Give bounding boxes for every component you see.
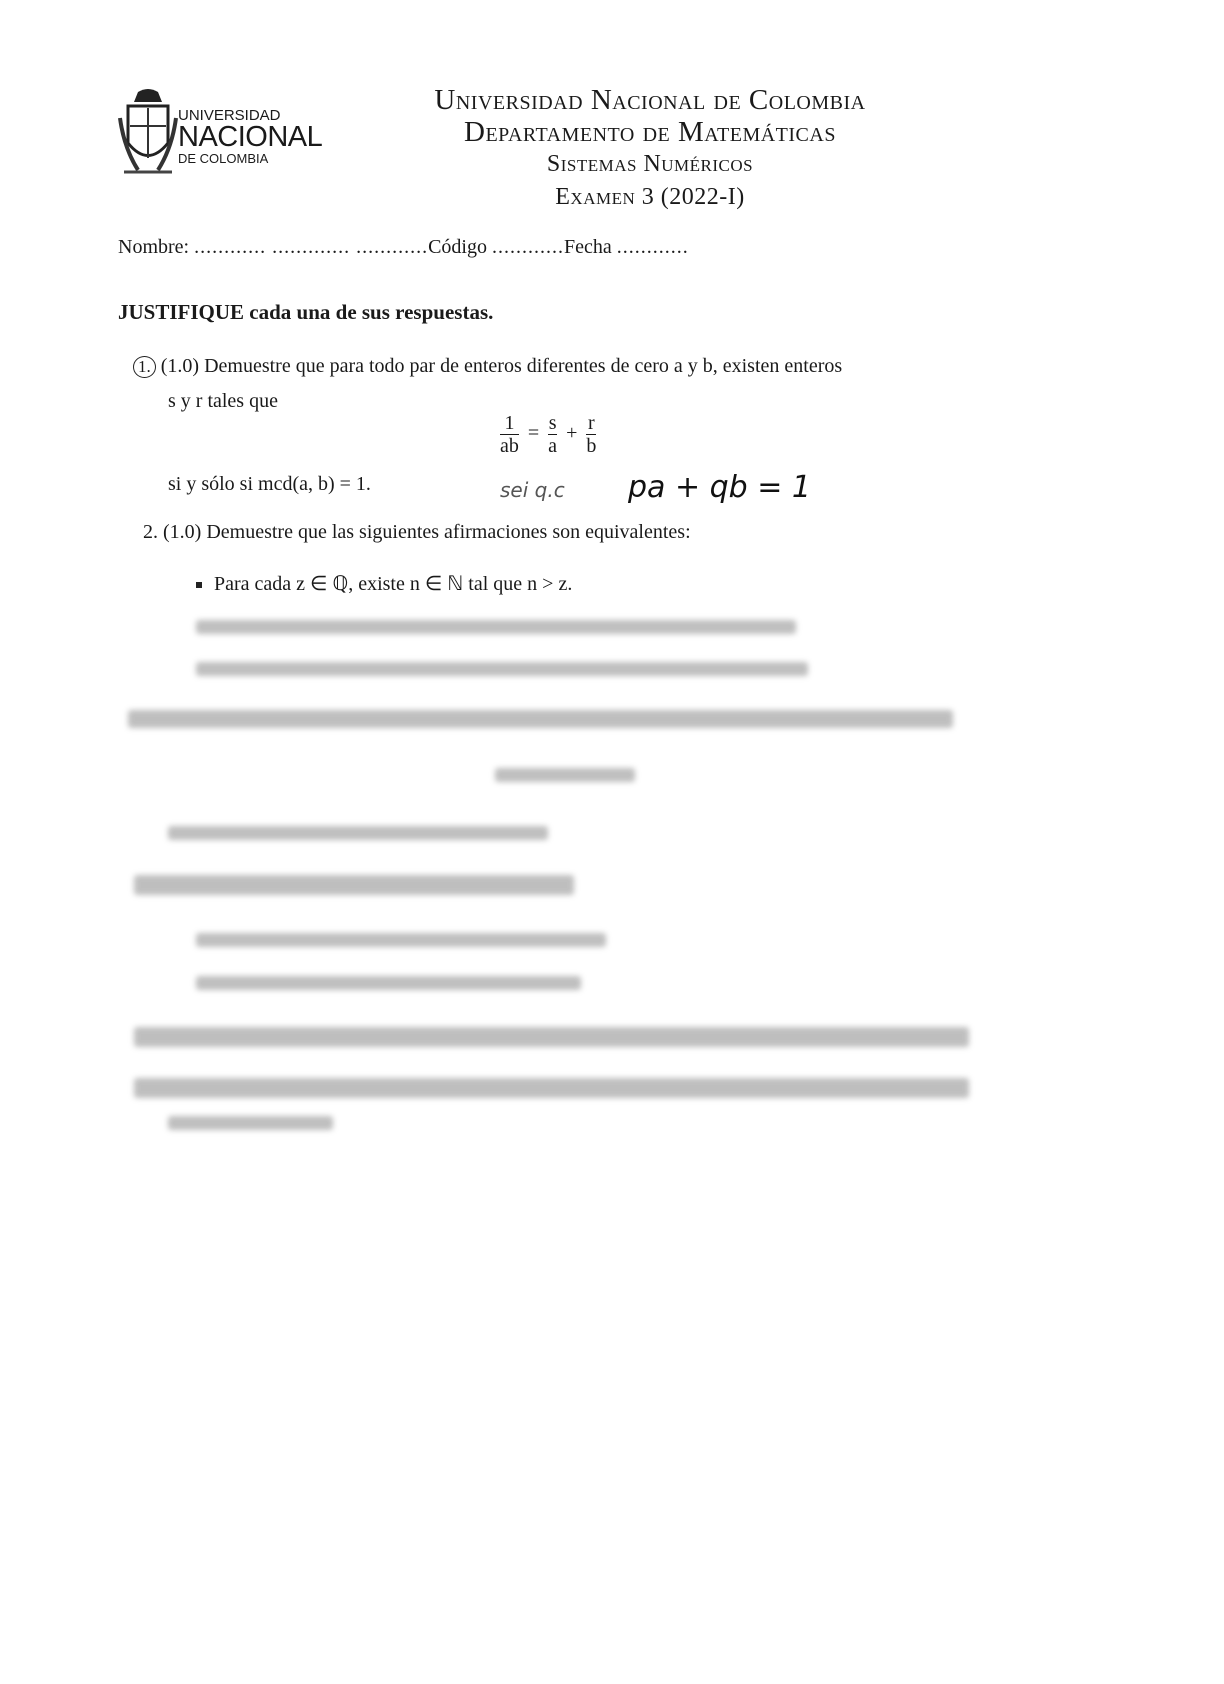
blurred-question-4-bullet-2	[196, 976, 581, 990]
name-label: Nombre:	[118, 236, 190, 258]
blurred-question-4	[134, 875, 574, 895]
university-title: Universidad Nacional de Colombia	[434, 84, 866, 116]
code-field[interactable]: ............	[492, 236, 564, 258]
student-fields	[118, 236, 689, 259]
question-1-text-2: s y r tales que	[168, 390, 278, 412]
blurred-formula	[495, 768, 635, 782]
question-2-text: Demuestre que las siguientes afirmaciones son equivalentes:	[206, 521, 691, 543]
blurred-question-5	[134, 1027, 969, 1047]
logo-line-1: UNIVERSIDAD	[178, 107, 281, 124]
question-1-number: 1.	[133, 356, 156, 378]
blurred-bullet-3	[196, 662, 808, 676]
blurred-question-6	[134, 1078, 969, 1098]
question-1-text: Demuestre que para todo par de enteros diferentes de cero a y b, existen enteros	[204, 355, 843, 377]
blurred-question-3	[128, 710, 953, 728]
formula-term2-numerator: r	[588, 412, 595, 434]
formula-term1-numerator: s	[548, 412, 557, 434]
logo-line-3: DE COLOMBIA	[178, 151, 269, 166]
question-2-points: (1.0)	[163, 521, 202, 543]
instructions-emphasis: JUSTIFIQUE	[118, 300, 245, 324]
exam-title: Examen 3 (2022-I)	[555, 184, 745, 210]
blurred-question-3-cont	[168, 826, 548, 840]
bullet-text: Para cada z ∈ ℚ, existe n ∈ ℕ tal que n > z.	[214, 573, 573, 595]
handwritten-equation: pa + qb = 1	[628, 470, 812, 505]
question-2	[143, 521, 691, 544]
logo-line-2: NACIONAL	[178, 121, 323, 153]
formula-term2-denominator: b	[586, 435, 597, 457]
question-1-formula	[496, 412, 600, 457]
coat-of-arms-icon	[118, 88, 178, 180]
question-1-condition: si y sólo si mcd(a, b) = 1.	[168, 473, 371, 495]
handwritten-note: sei q.c	[500, 478, 565, 502]
date-label: Fecha	[564, 236, 612, 258]
instructions-text: cada una de sus respuestas.	[249, 300, 494, 324]
bullet-icon	[196, 582, 202, 588]
blurred-question-4-bullet-1	[196, 933, 606, 947]
department-title: Departamento de Matemáticas	[464, 116, 836, 148]
formula-term1-denominator: a	[548, 435, 558, 457]
question-2-number: 2.	[143, 521, 158, 543]
course-title: Sistemas Numéricos	[546, 151, 754, 177]
name-field[interactable]: ............ ............. ............	[194, 236, 429, 258]
formula-equals: =	[527, 422, 540, 445]
code-label: Código	[428, 236, 487, 258]
formula-lhs-numerator: 1	[504, 412, 515, 434]
question-2-bullet-1	[196, 571, 572, 596]
instructions	[118, 300, 493, 325]
logo-text	[178, 108, 322, 165]
date-field[interactable]: ............	[616, 236, 689, 258]
question-1	[133, 355, 842, 378]
formula-plus: +	[566, 422, 578, 445]
blurred-question-6-cont	[168, 1116, 333, 1130]
formula-lhs-denominator: ab	[500, 435, 519, 457]
question-1-points: (1.0)	[160, 355, 200, 377]
blurred-bullet-2	[196, 620, 796, 634]
